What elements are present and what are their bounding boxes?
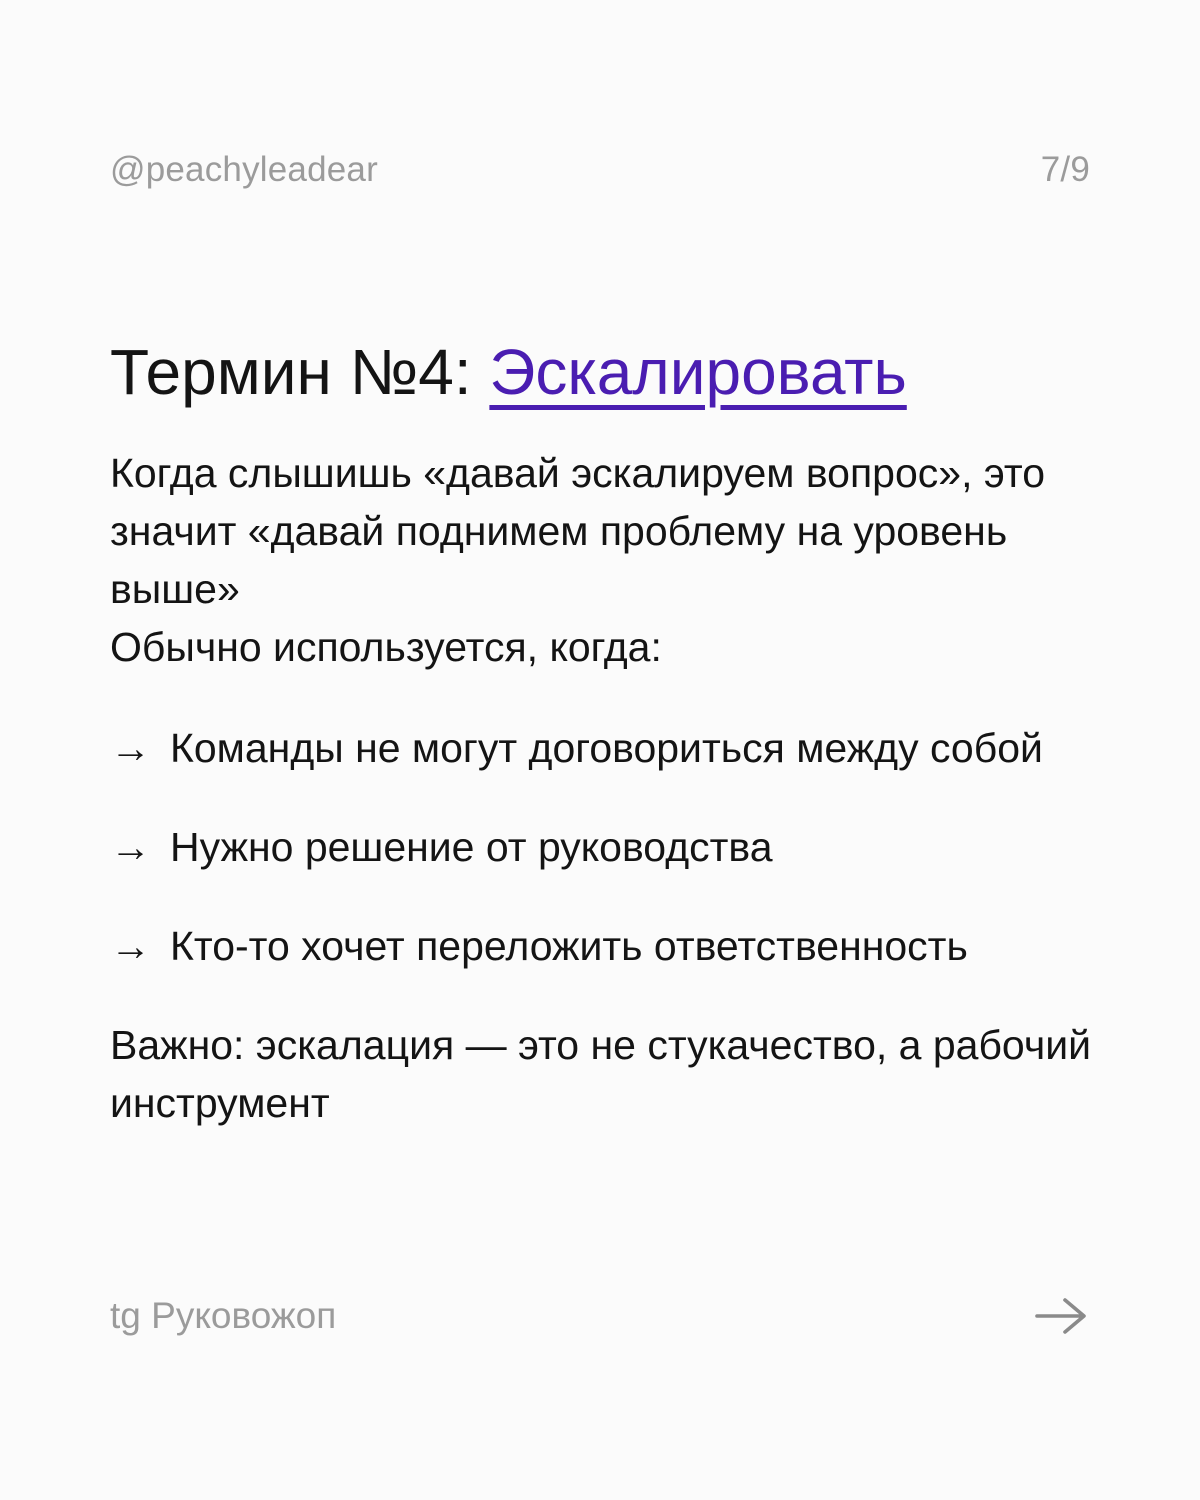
account-handle: @peachyleadear — [110, 150, 378, 189]
channel-label: tg Руковожоп — [110, 1295, 337, 1336]
arrow-bullet-icon: → — [110, 923, 151, 969]
list-item-text: Нужно решение от руководства — [170, 824, 773, 870]
note-paragraph: Важно: эскалация — это не стукачество, а рабочий инструмент — [110, 1022, 1091, 1126]
list-item-text: Кто-то хочет переложить ответственность — [170, 923, 968, 969]
term-link[interactable]: Эскалировать — [489, 336, 907, 408]
bullet-list — [110, 719, 1095, 975]
slide-body — [110, 444, 1095, 1132]
page-indicator: 7/9 — [1040, 150, 1090, 189]
slide-title — [110, 336, 1100, 410]
list-item — [110, 917, 1095, 975]
arrow-bullet-icon: → — [110, 725, 151, 771]
slide-footer — [110, 1293, 1090, 1339]
intro-paragraph — [110, 444, 1095, 676]
list-item-text: Команды не могут договориться между собой — [170, 725, 1043, 771]
slide-header — [110, 150, 1090, 190]
arrow-bullet-icon: → — [110, 824, 151, 870]
list-item — [110, 719, 1095, 777]
intro-lead-in: Обычно используется, когда: — [110, 624, 662, 670]
title-prefix: Термин №4: — [110, 336, 490, 408]
list-item — [110, 818, 1095, 876]
next-slide-arrow-icon[interactable] — [1032, 1293, 1090, 1339]
intro-text: Когда слышишь «давай эскалируем вопрос», это значит «давай поднимем проблему на уровень выше» — [110, 450, 1045, 612]
